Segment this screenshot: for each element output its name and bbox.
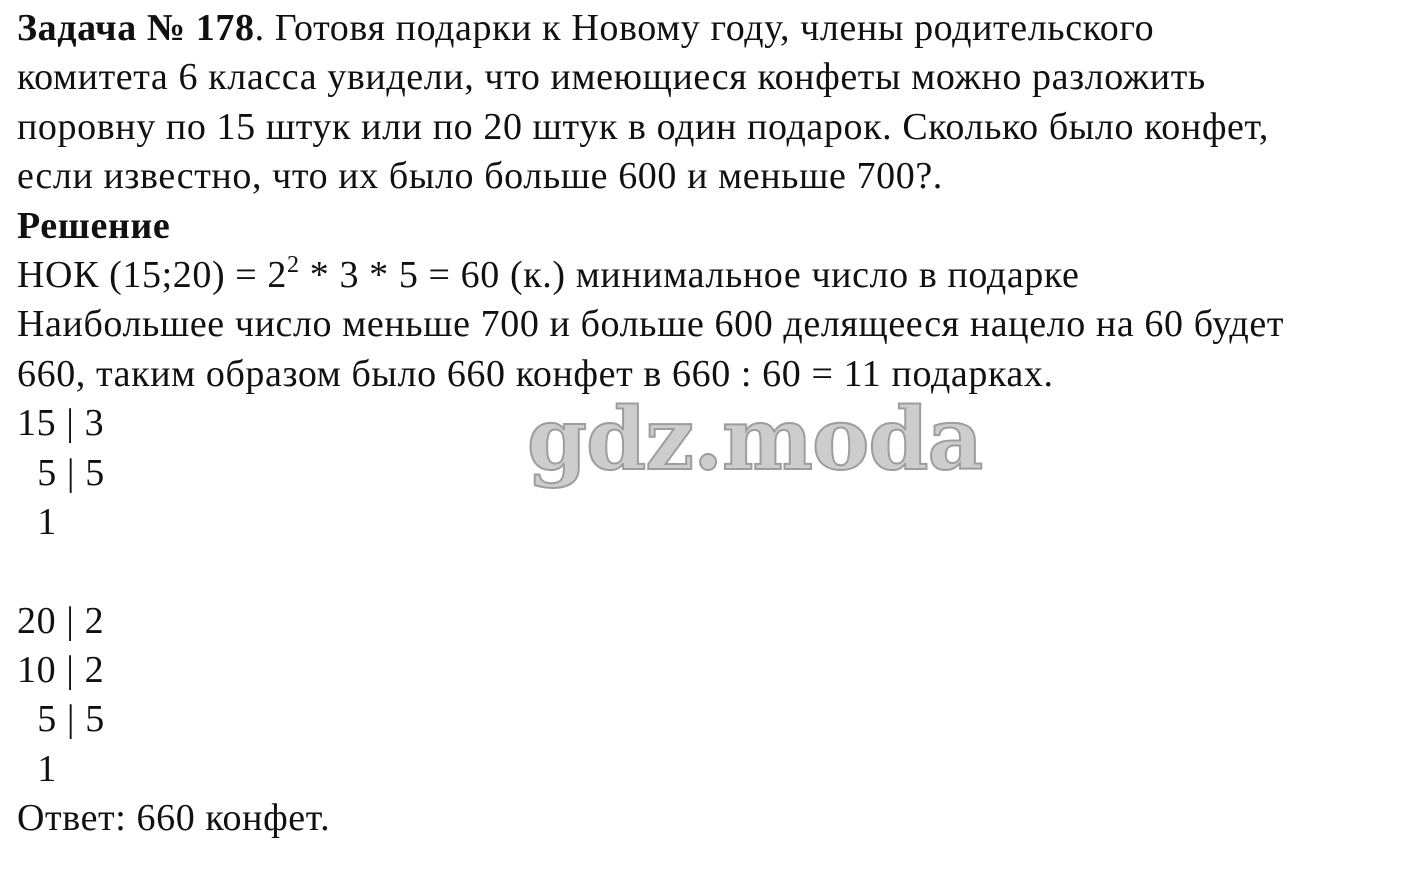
problem-text-line: комитета 6 класса увидели, что имеющиеся конфеты можно разложить [17, 56, 1206, 99]
blank-line [17, 547, 1412, 596]
answer-line: Ответ: 660 конфет. [17, 797, 331, 840]
factorization-20-row: 10 | 2 [17, 649, 105, 692]
problem-title-line [17, 4, 1412, 53]
problem-text-line: если известно, что их было больше 600 и меньше 700?. [17, 155, 943, 198]
problem-number: Задача № 178 [17, 7, 255, 49]
lcm-prefix: НОК (15;20) = 2 [17, 253, 288, 296]
lcm-line [17, 251, 1412, 300]
watermark: gdz.moda [527, 389, 983, 490]
factorization-20-row: 5 | 5 [17, 698, 105, 741]
factorization-20-row: 1 [17, 747, 57, 790]
solution-heading: Решение [17, 204, 171, 247]
problem-text-line: поровну по 15 штук или по 20 штук в один подарок. Сколько было конфет, [17, 105, 1269, 148]
solution-text-line: 660, таким образом было 660 конфет в 660 : 60 = 11 подарках. [17, 352, 1054, 395]
problem-text-start: . Готовя подарки к Новому году, члены родительского [254, 7, 1155, 49]
lcm-exponent: 2 [287, 251, 300, 278]
factorization-15-row: 15 | 3 [17, 402, 105, 445]
solution-text-line: Наибольшее число меньше 700 и больше 600 делящееся нацело на 60 будет [17, 303, 1285, 346]
factorization-20-row: 20 | 2 [17, 599, 105, 642]
factorization-15-row: 1 [17, 500, 57, 543]
factorization-15-row: 5 | 5 [17, 451, 105, 494]
lcm-suffix: * 3 * 5 = 60 (к.) минимальное число в подарке [299, 253, 1080, 296]
